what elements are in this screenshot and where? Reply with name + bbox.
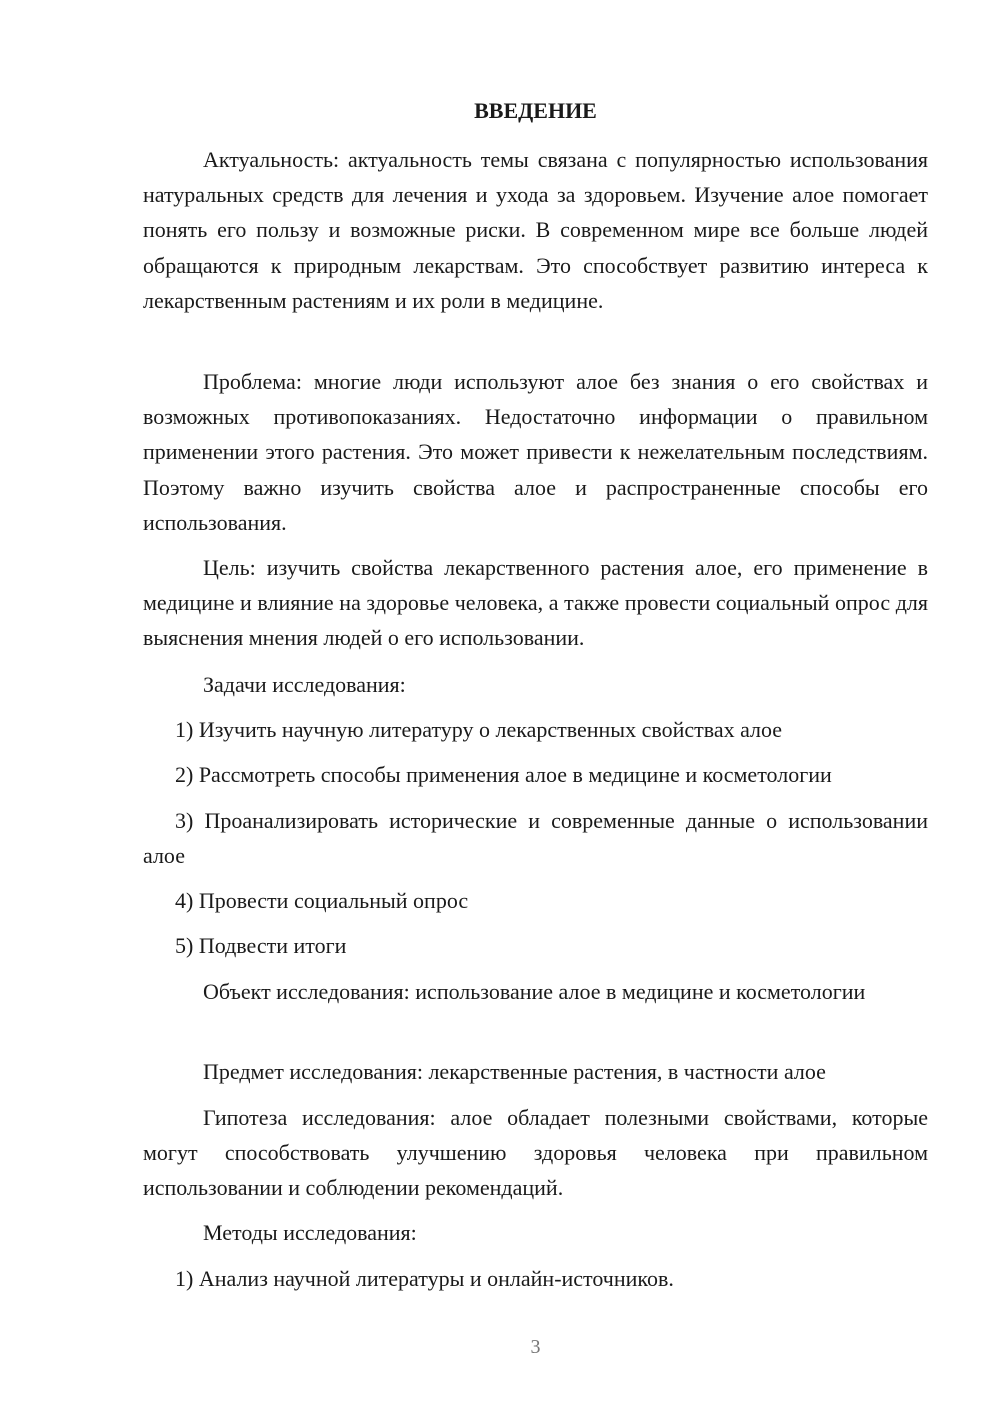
- methods-heading: Методы исследования:: [203, 1220, 417, 1245]
- page-number: 3: [530, 1336, 541, 1358]
- task-item-4: 4) Провести социальный опрос: [175, 888, 469, 913]
- problem-paragraph: Проблема: многие люди используют алое без знания о его свойствах и возможных противопоказаниях. Недостаточно информации о правильном применении этого растения. Это может привести к нежелательным последствиям. Поэтому важно изучить свойства алое и распространенные способы его использования.: [143, 369, 928, 535]
- task-item-2: 2) Рассмотреть способы применения алое в медицине и косметологии: [175, 762, 832, 787]
- subject-paragraph: Предмет исследования: лекарственные растения, в частности алое: [203, 1059, 826, 1084]
- hypothesis-paragraph: Гипотеза исследования: алое обладает полезными свойствами, которые могут способствовать улучшению здоровья человека при правильном использовании и соблюдении рекомендаций.: [143, 1105, 928, 1201]
- tasks-heading: Задачи исследования:: [203, 672, 406, 697]
- object-paragraph: Объект исследования: использование алое в медицине и косметологии: [203, 979, 866, 1004]
- relevance-paragraph: Актуальность: актуальность темы связана с популярностью использования натуральных средств для лечения и ухода за здоровьем. Изучение алое помогает понять его пользу и возможные риски. В современном мире все больше людей обращаются к природным лекарствам. Это способствует развитию интереса к лекарственным растениям и их роли в медицине.: [143, 147, 928, 313]
- task-item-3: 3) Проанализировать исторические и современные данные о использовании алое: [143, 808, 928, 869]
- task-item-1: 1) Изучить научную литературу о лекарственных свойствах алое: [175, 717, 783, 742]
- goal-paragraph: Цель: изучить свойства лекарственного растения алое, его применение в медицине и влияние на здоровье человека, а также провести социальный опрос для выяснения мнения людей о его использовании.: [143, 555, 928, 651]
- section-heading: ВВЕДЕНИЕ: [474, 98, 597, 123]
- task-item-5: 5) Подвести итоги: [175, 933, 347, 958]
- document-page: [143, 0, 928, 1414]
- method-item-1: 1) Анализ научной литературы и онлайн-источников.: [175, 1266, 674, 1291]
